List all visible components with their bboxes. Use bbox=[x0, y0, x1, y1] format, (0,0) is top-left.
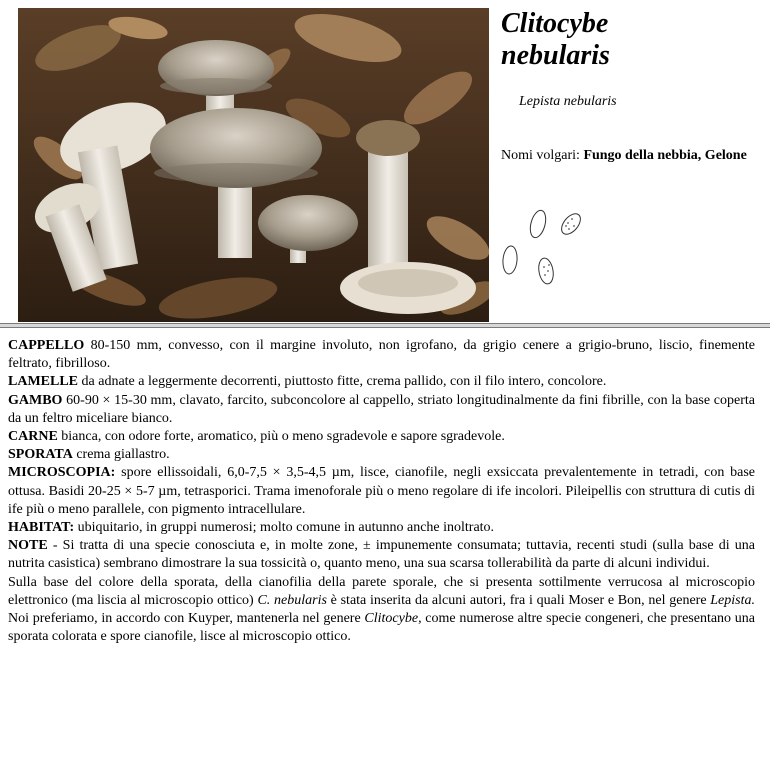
common-names bbox=[501, 147, 761, 165]
desc-gambo: GAMBO 60-90 × 15-30 mm, clavato, farcito, subconcolore al cappello, striato longitudinalmente da fini fibrille, con la base coperta da un feltro miceliare bianco. bbox=[8, 392, 755, 426]
desc-lamelle: LAMELLE da adnate a leggermente decorrenti, piuttosto fitte, crema pallido, con il filo intero, concolore. bbox=[8, 374, 607, 390]
desc-cappello: CAPPELLO 80-150 mm, convesso, con il margine involuto, non igrofano, da grigio cenere a grigio-bruno, liscio, finemente feltrato, fibrilloso. bbox=[8, 338, 755, 372]
species-genus: Clitocybe bbox=[501, 8, 609, 39]
desc-sporata: SPORATA crema giallastro. bbox=[8, 447, 170, 463]
desc-note: NOTE - Si tratta di una specie conosciuta e, in molte zone, ± impunemente consumata; tuttavia, recenti studi (sulla base di una nutrita casistica) sembrano dimostrare la sua tossicità o, quanto meno, una sua scarsa tollerabilità da parte di alcuni individui. bbox=[8, 538, 755, 572]
mushroom-photo bbox=[18, 8, 489, 322]
species-title bbox=[501, 8, 610, 72]
spore-1-icon bbox=[528, 209, 549, 240]
spore-3-icon bbox=[502, 245, 518, 274]
section-divider bbox=[0, 323, 770, 328]
common-names-label: Nomi volgari: bbox=[501, 148, 580, 163]
species-synonym: Lepista nebularis bbox=[519, 94, 617, 109]
spore-2-icon bbox=[558, 210, 584, 237]
spore-4-icon bbox=[537, 257, 555, 285]
species-epithet: nebularis bbox=[501, 40, 610, 71]
species-description bbox=[8, 337, 755, 646]
common-names-value: Fungo della nebbia, Gelone bbox=[583, 148, 747, 163]
spore-drawings bbox=[498, 205, 588, 291]
desc-final-paragraph: Sulla base del colore della sporata, della cianofilia della parete sporale, che si presenta sottilmente verrucosa al microscopio elettronico (ma liscia al microscopio ottico) C. nebularis è stata inserita da alcuni autori, fra i quali Moser e Bon, nel genere Lepista. Noi preferiamo, in accordo con Kuyper, mantenerla nel genere Clitocybe, come numerose altre specie congeneri, che presentano una sporata colorata e spore cianofile, lisce al microscopio ottico. bbox=[8, 574, 755, 645]
desc-carne: CARNE bianca, con odore forte, aromatico, più o meno sgradevole e sapore sgradevole. bbox=[8, 429, 505, 445]
desc-microscopia: MICROSCOPIA: spore ellissoidali, 6,0-7,5 × 3,5-4,5 µm, lisce, cianofile, negli exsiccata prevalentemente in tetradi, con base ottusa. Basidi 20-25 × 5-7 µm, tetrasporici. Trama imenoforale più o meno regolare di ife incolori. Pileipellis con struttura di cutis di ife più o meno parallele, con pigmento intracellulare. bbox=[8, 465, 755, 517]
desc-habitat: HABITAT: ubiquitario, in gruppi numerosi; molto comune in autunno anche inoltrato. bbox=[8, 520, 495, 536]
